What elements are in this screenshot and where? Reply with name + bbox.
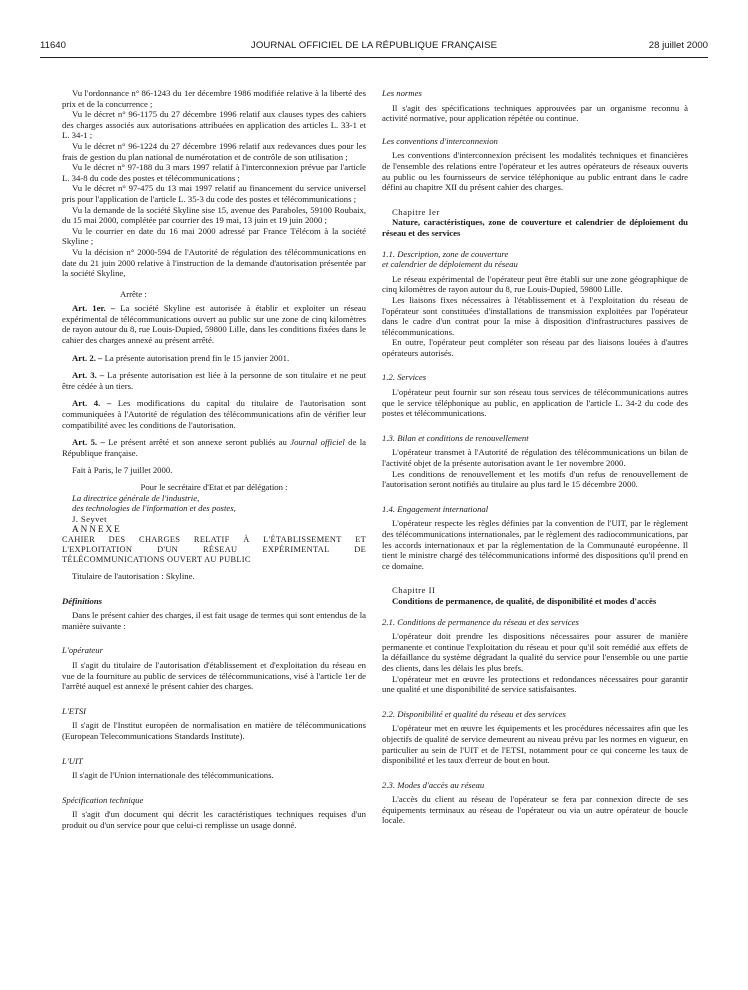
article-text: Les modifications du capital du titulaire de l'autorisation sont communiquées à l'Autorité de régulation des télécommunications afin de vérifier leur compatibilité avec les conditions de l'autorisation. <box>62 398 366 430</box>
section-heading: 1.4. Engagement international <box>382 503 489 514</box>
visa: Vu le décret n° 97-188 du 3 mars 1997 relatif à l'interconnexion prévue par l'article L. 34-8 du code des postes et télécommunications ; <box>62 162 366 183</box>
arrete-label: Arrête : <box>120 288 147 299</box>
section-heading: 1.1. Description, zone de couverture <box>382 248 509 259</box>
left-column <box>62 88 366 830</box>
section-paragraph: Les liaisons fixes nécessaires à l'établissement et à l'exploitation du réseau de l'opérateur sont constituées d'installations de transmission exploitées par l'opérateur dans le cadre d'un contrat pour la mise à disposition d'infrastructures passives de télécommunications. <box>382 294 688 337</box>
journal-officiel-ref: Journal officiel <box>290 437 345 448</box>
section-heading: 2.2. Disponibilité et qualité du réseau et des services <box>382 708 566 719</box>
signatory-name: J. Seyvet <box>72 513 107 524</box>
chapter-title: Nature, caractéristiques, zone de couverture et calendrier de déploiement du réseau et des services <box>382 217 688 238</box>
right-column <box>382 88 688 826</box>
article-label: Art. 3. – <box>72 370 105 381</box>
section-heading: 1.2. Services <box>382 372 427 383</box>
section-paragraph: L'opérateur respecte les règles définies par la convention de l'UIT, par le règlement des télécommunications internationales, par le règlement des radiocommunications, par les accords internationaux et par la réglementation de la Communauté européenne. Il tient le ministre chargé des télécommunications informé des dispositions qu'il prend en ce domaine. <box>382 518 688 571</box>
article-text: Le présent arrêté et son annexe seront publiés au <box>108 437 287 448</box>
signatory-role: des technologies de l'information et des postes, <box>72 503 236 514</box>
article-text: La présente autorisation est liée à la personne de son titulaire et ne peut être cédée à un tiers. <box>62 370 366 391</box>
visa: Vu le décret n° 97-475 du 13 mai 1997 relatif au financement du service universel pris pour l'application de l'article L. 35-3 du code des postes et télécommunications ; <box>62 183 366 204</box>
chapter-label: Chapitre Ier <box>392 206 440 217</box>
section-paragraph: L'opérateur met en œuvre les protections et redondances nécessaires pour garantir une qualité et une disponibilité de service satisfaisantes. <box>382 673 688 695</box>
section-paragraph: L'accès du client au réseau de l'opérateur se fera par connexion directe de ses équipements terminaux au réseau de l'opérateur ou via un autre opérateur de boucle locale. <box>382 794 688 826</box>
article-text: La société Skyline est autorisée à établir et exploiter un réseau expérimental de télécommunications ouvert au public sur une zone de cinq kilomètres de rayon autour du 8, rue Louis-Dupied, 59800 Lille, dans les conditions fixées dans le cahier des charges annexé au présent arrêté. <box>62 303 367 346</box>
section-paragraph: L'opérateur transmet à l'Autorité de régulation des télécommunications un bilan de l'activité objet de la présente autorisation avant le 1er novembre 2000. <box>382 447 688 469</box>
term-definition: Les conventions d'interconnexion précisent les modalités techniques et financières de l'ensemble des relations entre l'opérateur et les autres opérateurs de réseaux ouverts au public ou les fournisseurs de service téléphonique au public entrant dans le cadre défini au chapitre XII du présent cahier des charges. <box>382 150 688 193</box>
page-number: 11640 <box>40 40 66 51</box>
visa: Vu la demande de la société Skyline sise 15, avenue des Paraboles, 59100 Roubaix, du 15 mai 2000, complétée par courrier des 19 mai, 13 juin et 19 juin 2000 ; <box>62 204 366 226</box>
term-heading: L'UIT <box>62 755 83 766</box>
definitions-heading: Définitions <box>62 595 103 606</box>
section-paragraph: En outre, l'opérateur peut compléter son réseau par des liaisons louées à d'autres opérateurs autorisés. <box>382 337 688 358</box>
issue-date: 28 juillet 2000 <box>648 40 708 51</box>
fait-a-paris: Fait à Paris, le 7 juillet 2000. <box>72 465 173 476</box>
article-2 <box>62 353 366 364</box>
section-paragraph: Le réseau expérimental de l'opérateur peut être établi sur une zone géographique de cinq kilomètres de rayon autour du 8, rue Louis-Dupied, 59800 Lille. <box>382 273 688 295</box>
visas-list <box>62 88 366 279</box>
article-5 <box>62 437 366 458</box>
signatory-role: La directrice générale de l'industrie, <box>72 492 200 503</box>
section-heading: et calendrier de déploiement du réseau <box>382 259 518 270</box>
visa: Vu le décret n° 96-1224 du 27 décembre 1996 relatif aux redevances dues pour les frais de gestion du plan national de numérotation et de contrôle de son utilisation ; <box>62 140 366 162</box>
term-heading: L'opérateur <box>62 645 103 656</box>
section-paragraph: L'opérateur doit prendre les dispositions nécessaires pour assurer de manière permanente et continue l'exploitation du réseau et pour qu'il soit remédié aux effets de la défaillance du système dégradant la qualité du service pour l'ensemble ou une partie des clients, dans les délais les plus brefs. <box>382 631 688 673</box>
article-label: Art. 2. – <box>72 352 103 363</box>
visa: Vu le décret n° 96-1175 du 27 décembre 1996 relatif aux clauses types des cahiers des charges associés aux autorisations attribuées en application des articles L. 33-1 et L. 34-1 ; <box>62 109 366 141</box>
article-label: Art. 5. – <box>72 437 105 448</box>
term-definition: Il s'agit d'un document qui décrit les caractéristiques techniques requises d'un produit ou d'un service pour que celui-ci remplisse un usage donné. <box>62 809 366 830</box>
section-heading: 2.1. Conditions de permanence du réseau et des services <box>382 616 579 627</box>
chapter-label: Chapitre II <box>392 585 436 596</box>
article-text: La présente autorisation prend fin le 15 janvier 2001. <box>104 352 290 363</box>
article-3 <box>62 370 366 391</box>
article-1 <box>62 303 366 345</box>
visa: Vu le courrier en date du 16 mai 2000 adressé par France Télécom à la société Skyline ; <box>62 225 366 247</box>
signature-intro: Pour le secrétaire d'Etat et par délégation : <box>140 482 288 492</box>
article-text-end: de la République française. <box>62 437 367 458</box>
section-paragraph: Les conditions de renouvellement et les motifs d'un refus de renouvellement de l'autorisation seront notifiés au titulaire au plus tard le 15 décembre 2000. <box>382 468 688 490</box>
titulaire-line: Titulaire de l'autorisation : Skyline. <box>72 570 195 581</box>
term-heading: Les normes <box>382 88 422 98</box>
header-rule <box>40 57 708 58</box>
term-definition: Il s'agit de l'Union internationale des télécommunications. <box>72 770 274 781</box>
article-label: Art. 1er. – <box>72 303 116 314</box>
chapter-title: Conditions de permanence, de qualité, de disponibilité et modes d'accès <box>392 595 657 606</box>
article-label: Art. 4. – <box>72 398 112 409</box>
cahier-title: CAHIER DES CHARGES RELATIF À L'ÉTABLISSEMENT ET L'EXPLOITATION D'UN RÉSEAU EXPÉRIMENTAL DE TÉLÉCOMMUNICATIONS OUVERT AU PUBLIC <box>62 534 366 564</box>
visa: Vu l'ordonnance n° 86-1243 du 1er décembre 1986 modifiée relative à la liberté des prix et de la concurrence ; <box>62 88 366 109</box>
section-heading: 2.3. Modes d'accès au réseau <box>382 779 485 790</box>
term-heading: Spécification technique <box>62 794 144 805</box>
section-paragraph: L'opérateur met en œuvre les équipements et les procédures nécessaires afin que les objectifs de qualité de service demeurent au niveau prévu par les normes en vigueur, en particulier au sein de l'UIT et de l'ETSI, notamment pour ce qui concerne les taux de disponibilité et les taux d'erreur de bout en bout. <box>382 723 688 766</box>
term-definition: Il s'agit des spécifications techniques approuvées par un organisme reconnu à activité normative, pour application répétée ou continue. <box>382 102 688 124</box>
page-header <box>40 40 708 56</box>
term-definition: Il s'agit de l'Institut européen de normalisation en matière de télécommunications (European Telecommunications Standards Institute). <box>62 720 366 741</box>
definitions-intro: Dans le présent cahier des charges, il est fait usage de termes qui sont entendus de la manière suivante : <box>62 610 366 631</box>
term-heading: L'ETSI <box>62 705 87 716</box>
article-4 <box>62 398 366 430</box>
signature-block <box>62 482 366 524</box>
visa: Vu la décision n° 2000-594 de l'Autorité de régulation des télécommunications en date du 21 juin 2000 relative à l'instruction de la demande d'autorisation présentée par la société Skyline, <box>62 246 366 279</box>
annexe-heading: ANNEXE <box>72 524 122 535</box>
term-definition: Il s'agit du titulaire de l'autorisation d'établissement et d'exploitation du réseau en vue de la fourniture au public de services de télécommunications, visé à l'article 1er de l'arrêté auquel est annexé le présent cahier des charges. <box>62 659 366 692</box>
section-paragraph: L'opérateur peut fournir sur son réseau tous services de télécommunications autres que le service téléphonique au public, en application de l'article L. 34-2 du code des postes et télécommunications. <box>382 387 688 419</box>
section-heading: 1.3. Bilan et conditions de renouvellement <box>382 432 529 443</box>
term-heading: Les conventions d'interconnexion <box>382 135 498 146</box>
journal-title: JOURNAL OFFICIEL DE LA RÉPUBLIQUE FRANÇAISE <box>250 40 498 51</box>
